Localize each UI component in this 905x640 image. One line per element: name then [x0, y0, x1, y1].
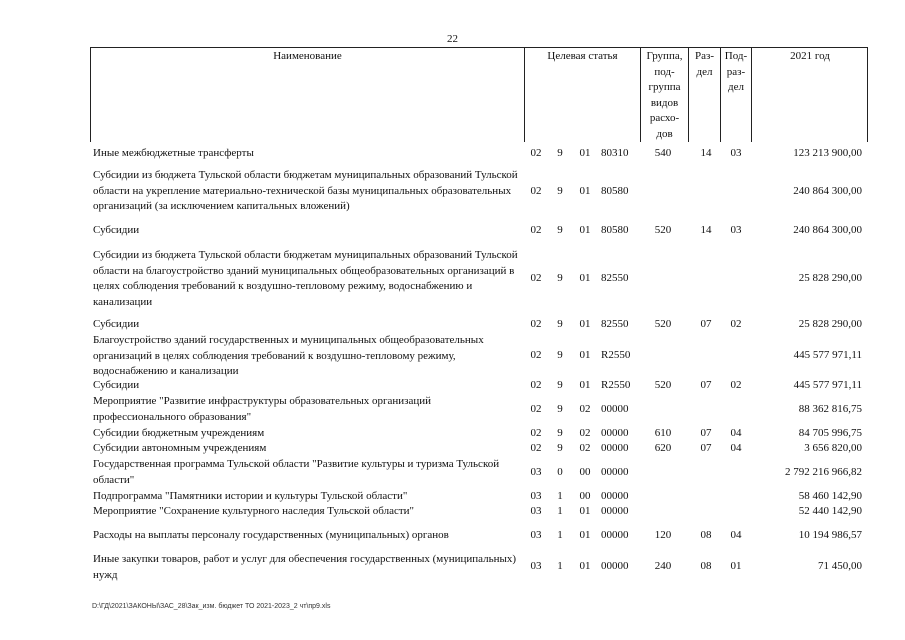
code-direction: 00000: [601, 427, 629, 439]
code-direction: 00000: [601, 442, 629, 454]
subsection: 02: [730, 318, 742, 330]
code-subprogram: 9: [557, 349, 563, 361]
code-event: 01: [579, 349, 591, 361]
code-subprogram: 1: [557, 505, 563, 517]
expense-group: 520: [654, 379, 672, 391]
expense-group: 120: [654, 529, 672, 541]
code-direction: 82550: [601, 272, 629, 284]
amount: 88 362 816,75: [798, 403, 862, 415]
code-event: 02: [579, 403, 591, 415]
code-event: 02: [579, 427, 591, 439]
code-event: 01: [579, 272, 591, 284]
subsection: 04: [730, 442, 742, 454]
code-direction: 00000: [601, 560, 629, 572]
amount: 25 828 290,00: [798, 318, 862, 330]
subsection: 04: [730, 427, 742, 439]
code-direction: 80310: [601, 147, 629, 159]
code-event: 01: [579, 560, 591, 572]
code-event: 01: [579, 147, 591, 159]
header-subsection: Под- раз- дел: [724, 50, 748, 93]
subsection: 01: [730, 560, 742, 572]
amount: 2 792 216 966,82: [785, 466, 862, 478]
row-name: Государственная программа Тульской области "Развитие культуры и туризма Тульской области": [93, 458, 500, 486]
code-event: 02: [579, 442, 591, 454]
amount: 71 450,00: [818, 560, 862, 572]
row-name: Субсидии автономным учреждениям: [93, 442, 267, 454]
code-direction: 80580: [601, 224, 629, 236]
amount: 240 864 300,00: [793, 185, 862, 197]
code-program: 03: [530, 560, 542, 572]
code-event: 01: [579, 505, 591, 517]
code-subprogram: 0: [557, 466, 563, 478]
code-subprogram: 9: [557, 442, 563, 454]
code-direction: R2550: [601, 379, 631, 391]
expense-group: 520: [654, 318, 672, 330]
code-direction: 00000: [601, 505, 629, 517]
amount: 240 864 300,00: [793, 224, 862, 236]
section: 07: [700, 318, 712, 330]
amount: 445 577 971,11: [793, 349, 862, 361]
code-event: 00: [579, 466, 591, 478]
code-program: 02: [530, 442, 542, 454]
code-direction: 00000: [601, 403, 629, 415]
row-name: Субсидии: [93, 318, 140, 330]
header-name: Наименование: [273, 50, 342, 62]
subsection: 03: [730, 224, 742, 236]
code-subprogram: 9: [557, 318, 563, 330]
expense-group: 610: [654, 427, 672, 439]
expense-group: 520: [654, 224, 672, 236]
row-name: Субсидии из бюджета Тульской области бюджетам муниципальных образований Тульской области на укрепление материально-технической базы муниципальных образовательных организаций (за исключением капитальных вложений): [93, 169, 518, 212]
code-program: 02: [530, 272, 542, 284]
expense-group: 620: [654, 442, 672, 454]
code-direction: 82550: [601, 318, 629, 330]
row-name: Субсидии: [93, 379, 140, 391]
section: 08: [700, 529, 712, 541]
code-direction: 00000: [601, 529, 629, 541]
amount: 3 656 820,00: [804, 442, 862, 454]
amount: 10 194 986,57: [798, 529, 862, 541]
header-section: Раз- дел: [694, 50, 714, 78]
expense-group: 240: [654, 560, 672, 572]
row-name: Мероприятие "Развитие инфраструктуры образовательных организаций профессионального образования": [93, 395, 432, 423]
code-event: 01: [579, 185, 591, 197]
code-program: 03: [530, 490, 542, 502]
section: 14: [700, 147, 712, 159]
code-event: 01: [579, 529, 591, 541]
row-name: Расходы на выплаты персоналу государственных (муниципальных) органов: [93, 529, 449, 541]
subsection: 04: [730, 529, 742, 541]
code-event: 01: [579, 379, 591, 391]
code-subprogram: 1: [557, 490, 563, 502]
amount: 445 577 971,11: [793, 379, 862, 391]
row-name: Мероприятие "Сохранение культурного наследия Тульской области": [93, 505, 415, 517]
code-direction: 00000: [601, 466, 629, 478]
code-subprogram: 1: [557, 529, 563, 541]
amount: 52 440 142,90: [798, 505, 862, 517]
section: 07: [700, 427, 712, 439]
code-subprogram: 9: [557, 272, 563, 284]
code-direction: 00000: [601, 490, 629, 502]
row-name: Благоустройство зданий государственных и муниципальных общеобразовательных организаций в целях соблюдения требований к воздушно-тепловому режиму, водоснабжению и канализации: [93, 334, 484, 377]
code-program: 03: [530, 466, 542, 478]
section: 07: [700, 379, 712, 391]
amount: 123 213 900,00: [793, 147, 862, 159]
page-number: 22: [447, 33, 458, 45]
row-name: Подпрограмма "Памятники истории и культуры Тульской области": [93, 490, 408, 502]
code-program: 02: [530, 318, 542, 330]
code-direction: 80580: [601, 185, 629, 197]
expense-group: 540: [654, 147, 672, 159]
amount: 84 705 996,75: [798, 427, 862, 439]
code-program: 02: [530, 349, 542, 361]
code-subprogram: 9: [557, 379, 563, 391]
header-target-article: Целевая статья: [547, 50, 618, 62]
row-name: Субсидии бюджетным учреждениям: [93, 427, 265, 439]
code-subprogram: 9: [557, 403, 563, 415]
code-program: 02: [530, 427, 542, 439]
section: 08: [700, 560, 712, 572]
code-subprogram: 9: [557, 427, 563, 439]
header-year-2021: 2021 год: [790, 50, 830, 62]
code-program: 03: [530, 529, 542, 541]
subsection: 02: [730, 379, 742, 391]
code-program: 02: [530, 403, 542, 415]
subsection: 03: [730, 147, 742, 159]
code-event: 01: [579, 318, 591, 330]
amount: 58 460 142,90: [798, 490, 862, 502]
code-program: 02: [530, 147, 542, 159]
code-event: 01: [579, 224, 591, 236]
code-subprogram: 9: [557, 147, 563, 159]
row-name: Субсидии из бюджета Тульской области бюджетам муниципальных образований Тульской области на благоустройство зданий муниципальных общеобразовательных организаций в целях соблюдения требований к воздушно-тепловому режиму, водоснабжению и канализации: [93, 249, 518, 308]
code-event: 00: [579, 490, 591, 502]
code-program: 02: [530, 224, 542, 236]
row-name: Субсидии: [93, 224, 140, 236]
code-subprogram: 9: [557, 224, 563, 236]
code-program: 03: [530, 505, 542, 517]
amount: 25 828 290,00: [798, 272, 862, 284]
header-expense-group: Группа, под- группа видов расхо- дов: [646, 50, 683, 140]
code-program: 02: [530, 185, 542, 197]
code-subprogram: 1: [557, 560, 563, 572]
code-program: 02: [530, 379, 542, 391]
section: 14: [700, 224, 712, 236]
section: 07: [700, 442, 712, 454]
row-name: Иные закупки товаров, работ и услуг для обеспечения государственных (муниципальных) нужд: [93, 553, 517, 581]
row-name: Иные межбюджетные трансферты: [93, 147, 254, 159]
code-direction: R2550: [601, 349, 631, 361]
code-subprogram: 9: [557, 185, 563, 197]
file-path-footer: D:\ГД\2021\ЗАКОНЫ\ЗАС_28\Зак_изм. бюджет ТО 2021-2023_2 чт\пр9.xls: [92, 603, 331, 610]
